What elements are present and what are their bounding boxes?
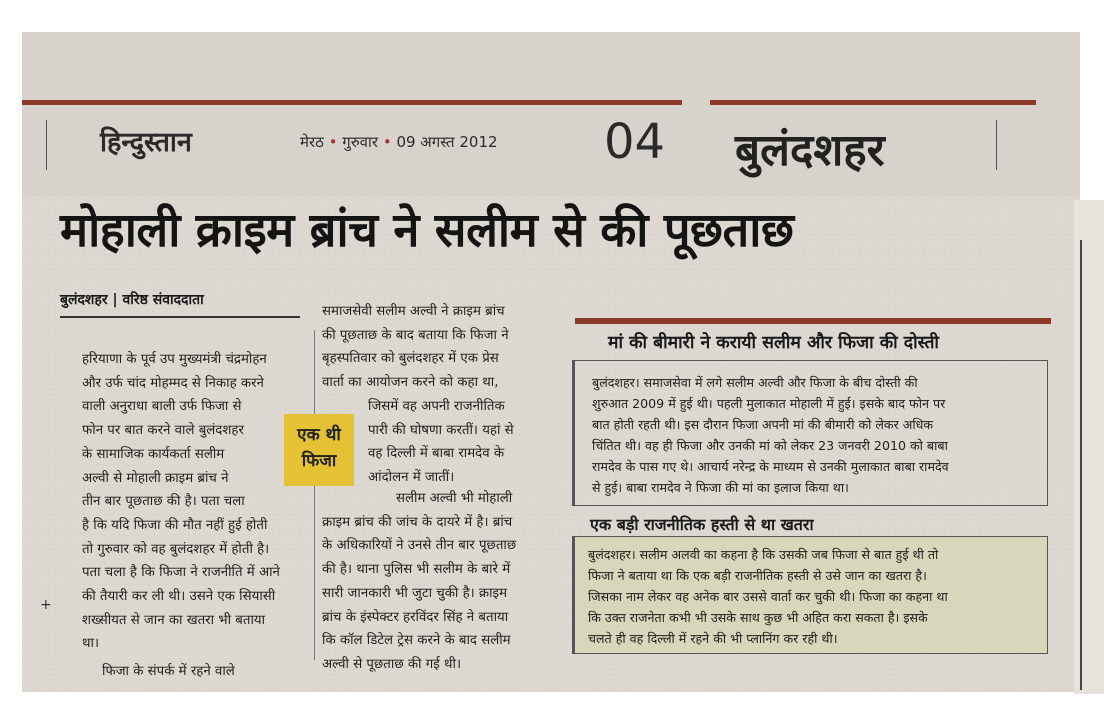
body-line: है कि यदि फिजा की मौत नहीं हुई होती <box>82 517 268 533</box>
sidebar-line: बात होती रहती थी। इस दौरान फिजा अपनी मां की बीमारी को लेकर अधिक <box>592 417 934 432</box>
body-line: सलीम अल्वी भी मोहाली <box>396 491 513 506</box>
body-line: पता चला है कि फिजा ने राजनीति में आने <box>82 565 280 581</box>
body-line: फोन पर बात करने वाले बुलंदशहर <box>82 423 244 439</box>
body-line: तीन बार पूछताछ की है। पता चला <box>82 494 245 510</box>
registration-mark-icon: + <box>40 597 52 613</box>
body-line: और उर्फ चांद मोहम्मद से निकाह करने <box>82 375 264 391</box>
body-line: ब्रांच के इंस्पेक्टर हरविंदर सिंह ने बताया <box>322 609 509 625</box>
byline <box>60 290 204 309</box>
body-line: क्राइम ब्रांच की जांच के दायरे में है। ब्रांच <box>322 514 513 530</box>
section-title: बुलंदशहर <box>735 125 885 176</box>
paper-name: हिन्दुस्तान <box>100 127 192 158</box>
byline-author: वरिष्ठ संवाददाता <box>122 292 204 308</box>
body-line: की तैयारी कर ली थी। उसने एक सियासी <box>82 589 276 605</box>
masthead-rule-left <box>22 100 682 105</box>
body-line: फिजा के संपर्क में रहने वाले <box>102 664 235 680</box>
body-line: वह दिल्ली में बाबा रामदेव के <box>368 446 505 462</box>
masthead-divider <box>46 120 47 170</box>
sidebar-line: फिजा ने बताया था कि एक बड़ी राजनीतिक हस्ती से उसे जान का खतरा है। <box>588 568 927 583</box>
sidebar-line: रामदेव के पास गए थे। आचार्य नरेन्द्र के माध्यम से उनकी मुलाकात बाबा रामदेव <box>592 459 949 474</box>
body-line: वार्ता का आयोजन करने को कहा था, <box>322 375 499 391</box>
body-line: के अधिकारियों ने उनसे तीन बार पूछताछ <box>322 538 517 554</box>
body-line: पारी की घोषणा करतीं। यहां से <box>368 422 514 438</box>
page-number: 04 <box>604 114 666 170</box>
body-line: सारी जानकारी भी जुटा चुकी है। क्राइम <box>322 585 508 601</box>
dateline <box>300 132 498 152</box>
column-divider <box>314 330 315 660</box>
body-line: जिसमें वह अपनी राजनीतिक <box>368 399 505 414</box>
pullquote <box>284 414 354 486</box>
article-column-2-bottom <box>322 487 558 677</box>
body-line: की पूछताछ के बाद बताया कि फिजा ने <box>322 327 509 343</box>
body-line: बृहस्पतिवार को बुलंदशहर में एक प्रेस <box>322 351 499 367</box>
sidebar2-text <box>588 544 1044 649</box>
sidebar-line: शुरुआत 2009 में हुई थी। पहली मुलाकात मोहाली में हुई। इसके बाद फोन पर <box>592 396 946 411</box>
sidebar-line: से हुई। बाबा रामदेव ने फिजा की मां का इलाज किया था। <box>592 480 849 495</box>
dateline-day: गुरुवार <box>342 133 379 151</box>
body-line: की है। थाना पुलिस भी सलीम के बारे में <box>322 562 511 578</box>
body-line: के सामाजिक कार्यकर्ता सलीम <box>82 446 225 462</box>
sidebar-line: चलते ही वह दिल्ली में रहने की भी प्लानिंग कर रही थी। <box>588 631 838 646</box>
dateline-dot: • <box>328 133 338 151</box>
sidebar-line: बुलंदशहर। सलीम अलवी का कहना है कि उसकी जब फिजा से बात हुई थी तो <box>588 547 939 562</box>
sidebar-line: कि उक्त राजनेता कभी भी उसके साथ कुछ भी अहित करा सकता है। इसके <box>588 610 928 625</box>
sidebar1-text <box>592 372 1044 498</box>
torn-edge <box>1074 200 1104 694</box>
sidebar-line: जिसका नाम लेकर वह अनेक बार उससे वार्ता कर चुकी थी। फिजा का कहना था <box>588 589 948 604</box>
pullquote-line: फिजा <box>301 451 337 471</box>
body-line: कि कॉल डिटेल ट्रेस करने के बाद सलीम <box>322 633 511 649</box>
body-line: तो गुरुवार को वह बुलंदशहर में होती है। <box>82 541 270 557</box>
article-headline: मोहाली क्राइम ब्रांच ने सलीम से की पूछताछ <box>60 203 794 258</box>
byline-rule <box>60 316 300 318</box>
sidebar-line: चिंतित थी। वह ही फिजा और उनकी मां को लेकर 23 जनवरी 2010 को बाबा <box>592 438 948 453</box>
article-column-2 <box>322 300 554 395</box>
body-line: शख्सीयत से जान का खतरा भी बताया <box>82 612 266 628</box>
pullquote-line: एक थी <box>297 425 341 445</box>
body-line: वाली अनुराधा बाली उर्फ फिजा से <box>82 399 242 415</box>
sidebar1-title: मां की बीमारी ने करायी सलीम और फिजा की दोस्ती <box>608 333 939 353</box>
body-line: समाजसेवी सलीम अल्वी ने क्राइम ब्रांच <box>322 304 505 319</box>
body-line: अल्वी से पूछताछ की गई थी। <box>322 656 461 672</box>
masthead-divider-right <box>996 120 997 170</box>
sidebar2-title: एक बड़ी राजनीतिक हस्ती से था खतरा <box>590 515 814 534</box>
sidebar-rule <box>575 318 1051 324</box>
body-line: अल्वी से मोहाली क्राइम ब्रांच ने <box>82 470 229 486</box>
body-line: आंदोलन में जातीं। <box>368 470 455 486</box>
masthead-strip <box>22 32 1080 196</box>
dateline-city: मेरठ <box>300 133 324 151</box>
article-column-2-wrap <box>368 395 556 490</box>
sidebar-line: बुलंदशहर। समाजसेवा में लगे सलीम अल्वी और फिजा के बीच दोस्ती की <box>592 375 918 390</box>
body-line: था। <box>82 636 99 652</box>
dateline-date: 09 अगस्त 2012 <box>396 133 498 151</box>
adjacent-column-rule <box>1080 240 1082 690</box>
dateline-dot: • <box>382 133 392 151</box>
byline-separator: | <box>112 292 118 308</box>
byline-place: बुलंदशहर <box>60 292 108 308</box>
masthead-rule-right <box>710 100 1036 105</box>
body-line: हरियाणा के पूर्व उप मुख्यमंत्री चंद्रमोहन <box>82 352 267 367</box>
article-column-1 <box>82 348 302 684</box>
